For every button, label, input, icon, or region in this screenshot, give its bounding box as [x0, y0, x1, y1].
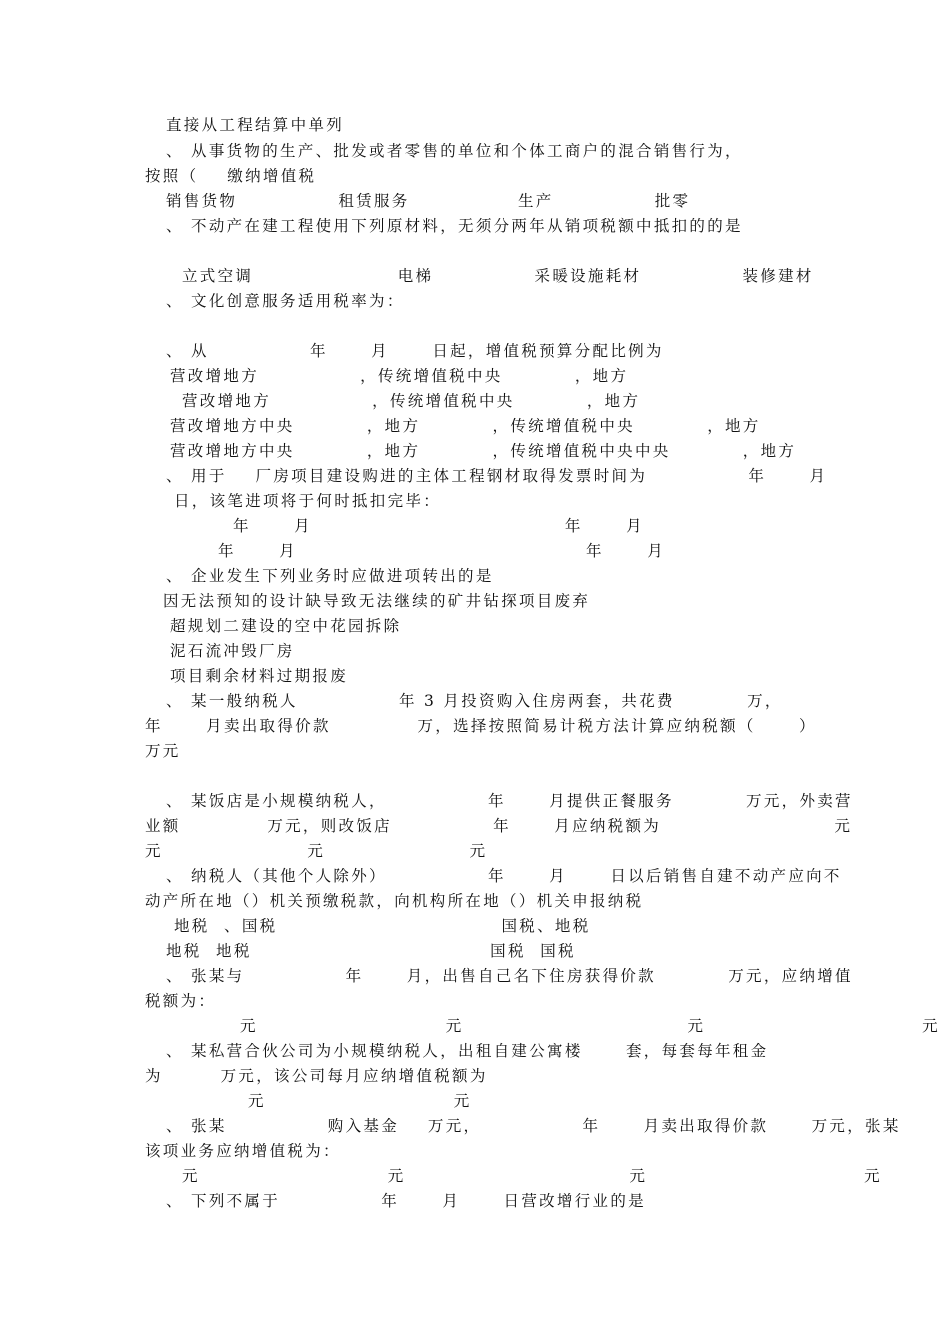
option-line: 营改增地方 ，传统增值税中央 ，地方: [170, 367, 629, 385]
question-line: 、 企业发生下列业务时应做进项转出的是: [166, 567, 494, 585]
option-line: 营改增地方中央 ，地方 ，传统增值税中央中央 ，地方: [170, 442, 797, 460]
options-line: 年 月 年 月: [233, 517, 644, 535]
option-line: 泥石流冲毁厂房: [170, 642, 295, 660]
text-line: 年 月卖出取得价款 万，选择按照简易计税方法计算应纳税额（ ）: [145, 717, 817, 735]
options-line: 年 月 年 月: [218, 542, 666, 560]
text-line: 业额 万元，则改饭店 年 月应纳税额为 元: [145, 817, 853, 835]
question-line: 、 从事货物的生产、批发或者零售的单位和个体工商户的混合销售行为，: [166, 142, 743, 160]
question-line: 、 文化创意服务适用税率为：: [166, 292, 405, 310]
text-line: 万元: [145, 742, 181, 760]
text-line: 该项业务应纳增值税为：: [145, 1142, 341, 1160]
options-line: 立式空调 电梯 采暖设施耗材 装修建材: [182, 267, 814, 285]
text-line: 为 万元，该公司每月应纳增值税额为: [145, 1067, 488, 1085]
options-line: 元 元 元 元: [182, 1167, 882, 1185]
text-line: 按照（ 缴纳增值税: [145, 167, 317, 185]
text-line: 税额为：: [145, 992, 217, 1010]
question-line: 、 纳税人（其他个人除外） 年 月 日以后销售自建不动产应向不: [166, 867, 842, 885]
options-line: 地税 地税 国税 国税: [166, 942, 576, 960]
options-line: 元 元: [248, 1092, 472, 1110]
question-line: 、 某一般纳税人 年 3 月投资购入住房两套，共花费 万，: [166, 692, 783, 710]
question-line: 、 下列不属于 年 月 日营改增行业的是: [166, 1192, 646, 1210]
question-line: 、 张某 购入基金 万元， 年 月卖出取得价款 万元，张某: [166, 1117, 901, 1135]
question-line: 、 用于 厂房项目建设购进的主体工程钢材取得发票时间为 年 月: [166, 467, 828, 485]
question-line: 、 不动产在建工程使用下列原材料，无须分两年从销项税额中抵扣的的是: [166, 217, 743, 235]
question-line: 、 从 年 月 日起，增值税预算分配比例为: [166, 342, 664, 360]
option-line: 营改增地方 ，传统增值税中央 ，地方: [182, 392, 641, 410]
option-line: 项目剩余材料过期报废: [170, 667, 349, 685]
option-line: 因无法预知的设计缺导致无法继续的矿井钻探项目废弃: [163, 592, 591, 610]
options-line: 销售货物 租赁服务 生产 批零: [166, 192, 691, 210]
question-line: 、 某饭店是小规模纳税人， 年 月提供正餐服务 万元，外卖营: [166, 792, 853, 810]
options-line: 元 元 元: [145, 842, 488, 860]
question-line: 、 某私营合伙公司为小规模纳税人，出租自建公寓楼 套，每套每年租金: [166, 1042, 769, 1060]
text-line: 动产所在地（）机关预缴税款，向机构所在地（）机关申报纳税: [145, 892, 644, 910]
text-line: 日，该笔进项将于何时抵扣完毕：: [174, 492, 442, 510]
text-line: 直接从工程结算中单列: [166, 116, 345, 134]
options-line: 地税 、国税 国税、地税: [174, 917, 591, 935]
options-line: 元 元 元 元: [240, 1017, 940, 1035]
question-line: 、 张某与 年 月，出售自己名下住房获得价款 万元，应纳增值: [166, 967, 853, 985]
option-line: 超规划二建设的空中花园拆除: [170, 617, 402, 635]
option-line: 营改增地方中央 ，地方 ，传统增值税中央 ，地方: [170, 417, 761, 435]
